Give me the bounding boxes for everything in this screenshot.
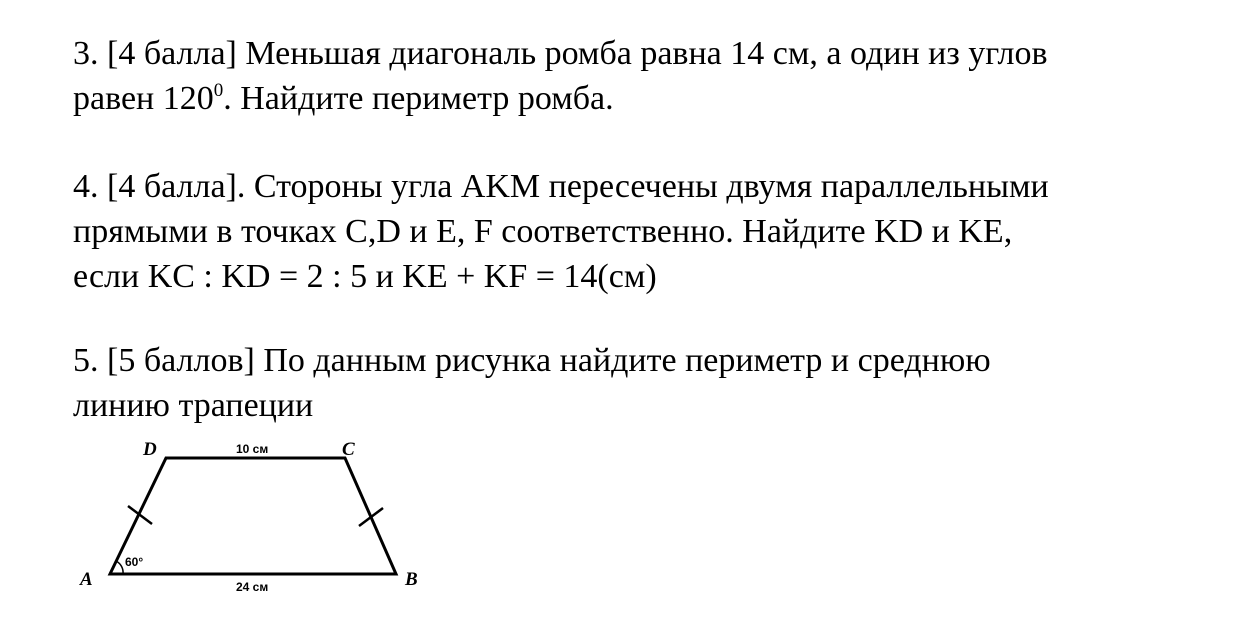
vertex-label-b: B xyxy=(405,569,418,590)
degree-superscript: 0 xyxy=(213,80,224,101)
angle-arc xyxy=(116,561,123,574)
problem-5-line-1: 5. [5 баллов] По данным рисунка найдите периметр и среднюю xyxy=(73,342,991,379)
trapezoid-outline xyxy=(110,458,396,574)
vertex-label-a: A xyxy=(80,569,93,590)
problem-4-line-3: если KC : KD = 2 : 5 и KE + KF = 14(см) xyxy=(73,258,657,295)
problem-4-line-1: 4. [4 балла]. Стороны угла AKM пересечены двумя параллельными xyxy=(73,168,1049,205)
problem-3-line-2-start: равен 120 xyxy=(73,80,214,117)
bottom-base-length-label: 24 см xyxy=(236,580,269,594)
problem-3-line-2-end: . Найдите периметр ромба. xyxy=(223,80,614,117)
vertex-label-d: D xyxy=(143,439,157,460)
tick-mark-right xyxy=(359,508,383,526)
problem-4-line-2: прямыми в точках C,D и E, F соответственно. Найдите KD и KE, xyxy=(73,213,1013,250)
vertex-label-c: C xyxy=(342,439,355,460)
top-base-length-label: 10 см xyxy=(236,442,269,456)
problem-5-line-2: линию трапеции xyxy=(73,387,314,424)
problem-3-line-1: 3. [4 балла] Меньшая диагональ ромба равна 14 см, а один из углов xyxy=(73,35,1048,72)
angle-value-label: 60° xyxy=(125,555,144,569)
